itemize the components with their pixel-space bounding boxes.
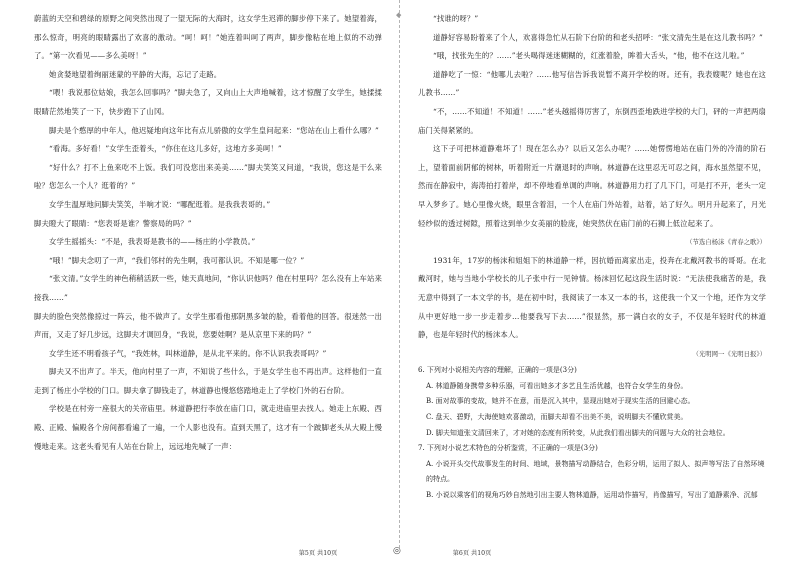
right-page	[402, 0, 794, 561]
binding-circle-icon: ◎	[393, 546, 401, 556]
divider-dot: ◆	[396, 11, 402, 19]
source-citation-2: （光明网一《光明日报》）	[692, 349, 766, 358]
answer-option: A. 林道静随身携带多种乐器，可看出她多才多艺且生活优越，也符合女学生的身份。	[426, 381, 688, 390]
right-page-text	[418, 10, 766, 233]
paragraph: 女学生温厚地问脚夫笑笑，半响才说：“哪配逛着。是我我表哥的。”	[49, 199, 271, 209]
paragraph: “哦，找张先生的？……”老头喝得迷迷糊糊的，红涨着脸，眸着大舌头，“他，他不在这儿啦。”	[433, 51, 745, 61]
question-7-options	[418, 457, 766, 504]
right-page-footer: 第6页 共10页	[452, 550, 492, 557]
paragraph: 她贪婪地望着绚丽迷蒙的平静的大海，忘记了走路。	[49, 69, 222, 79]
page-divider	[399, 0, 400, 548]
paragraph: “哦！”脚夫念叨了一声，“我们邻村的先生啊，我可都认识。不知是哪一位？”	[49, 255, 305, 265]
paragraph: “不，……不知道！不知道！……”老头越摇得厉害了，东倒西歪地跌进学校的大门，砰的一声把两扇庙门关得紧紧的。	[418, 106, 766, 135]
paragraph: 蔚蓝的天空和碧绿的原野之间突然出现了一望无际的大海时，这女学生迟滞的脚步停下来了。她望着海，那么惊奇，明亮的眼睛露出了欢喜的激动。“呵！呵！”她连着叫呵了两声，脚步像粘在地上似的不动弹了。“第一次看见——多么美呀！”	[34, 14, 382, 61]
left-page-text	[34, 10, 382, 456]
source-citation-1: （节选自杨沫《青春之歌》）	[686, 238, 766, 247]
paragraph: 这下子可把林道静难坏了！现在怎么办？以后又怎么办呢？……她愣愣地站在庙门外的冷清的阶石上，望着面前阴郁的树林，听着附近一片潮退时的声响。林道静在这里忍无可忍之间，海水虽然望不见，然而在静寂中，海涛拍打着岸，却不停地看单调的声响。林道静用力打了几下门，可是打不开，老头一定早入梦乡了。她心里像火烧，眼里含着泪，一个人在庙门外站着，站着，站了好久。明月升起来了，月光轻纱似的透过树隙，照着这到单少女美丽的脸庞，她突然伏在庙门前的石狮上低泣起来了。	[418, 144, 766, 228]
answer-option: D. 脚夫知道张文清回来了，才对她的态度有所转变，从此我们看出脚夫的问题与大众的社会地位。	[426, 428, 730, 437]
paragraph: 道静吃了一惊：“他哪儿去啦？……他写信告诉我说暂不离开学校的呀。还有，我表嫂呢？她也在这儿教书……”	[418, 69, 766, 98]
paragraph: 女学生还不明看孩子气，“我姓林，叫林道静，是从北平来的。你不认识我表哥吗？”	[49, 348, 327, 358]
answer-option: C. 盘天、碧野，大海使她欢喜激动，而脚夫却看不出美不美，说明脚夫不懂欣赏美。	[426, 413, 688, 422]
paragraph: 女学生摇摇头：“不是，我表哥是教书的——杨庄的小学教员。”	[49, 237, 256, 247]
paragraph: “好什么？打不上鱼来吃不上饭。我们可没您出来美美……”脚夫笑笑又问道，“我说，您这是干么来啦？您怎么一个人？逛着的？”	[34, 162, 382, 191]
left-page-footer: 第5页 共10页	[298, 550, 338, 557]
paragraph: 脚夫是个憨厚的中年人，他迟疑地向这年比有点儿骄傲的女学生皇问起来：“您站在山上看什么哪？”	[49, 125, 379, 135]
paragraph: 脚夫又不出声了。半天，他向村里了一声，不知说了些什么，于是女学生也不再出声。这样他们一直走到了杨庄小学校的门口。脚夫拿了脚钱走了，林道静也慢悠悠踏地走上了学校门外的石台阶。	[34, 367, 382, 395]
question-7-title: 7. 下列对小说艺术特色的分析鉴赏，不正确的一项是(3分)	[418, 444, 598, 453]
paragraph: 脚夫瞪大了眼睛：“您表哥是谁？警察局的吗？”	[34, 218, 192, 228]
paragraph: “看海。多好看！”女学生歪着头，“你住在这儿多好，这地方多美呵！”	[49, 144, 282, 154]
paragraph: “喂！我说那位姑娘，我怎么回事吗？”脚夫急了，又向山上大声地喊着，这才惊醒了女学生，她揉揉眼睛茫然地笑了一下，快步跑下了山冈。	[34, 88, 382, 116]
answer-option: B. 面对故事的变故，她并不在意，而是沉入其中，显现出她对于现实生活的回避心态。	[426, 397, 695, 406]
paragraph: “张文清。”女学生的神色稍稍活跃一些，她天真地问，“你认识他吗？他在村里吗？怎么没有上车站来接我……”	[34, 274, 382, 302]
answer-option: B. 小说以乘客们的视角巧妙自然地引出主要人物林道静，运用动作描写，肖像描写，写出了道静素净、沉郁	[426, 491, 758, 500]
question-6-title: 6. 下列对小说相关内容的理解，正确的一项是(3分)	[418, 366, 577, 375]
paragraph: 脚夫的脸色突然像掠过一阵云，他不做声了。女学生那看他那阴黑多皱的脸，看着他的回答。很迷然一出声而，又走了好几步远，这脚夫才调回身，“我说，您要娃啊？是从京里下来的吗？”	[34, 311, 382, 340]
question-6-options	[418, 379, 766, 441]
author-bio-paragraph: 1931年，17岁的杨沫和姐姐下的林道静一样，因抗婚而离家出走，投奔在北戴河教书的哥哥。在北戴河时，她与当地小学校长的儿子张中行一见钟情。杨沫回忆起这段生活时说：“无法使我痛苦的是，我无意中得到了一本文学的书，是在初中时，我阅读了一本又一本的书，这使我一个又一个地，还作为文学从中更好地一步一步走着步…他要我写下去……”很显然，那一满白衣的女子，不仅是年轻时代的林道静，也是年轻时代的杨沫本人。	[418, 255, 766, 340]
answer-option: A. 小说开头交代故事发生的时间、地域，景物描写动静结合，色彩分明，运用了拟人、拟声等写法了自然环境的特点。	[426, 459, 765, 484]
paragraph: “找谁的呀？”	[433, 14, 479, 23]
paragraph: 学校是在村旁一座很大的关帝庙里。林道静把行李放在庙门口，就走进庙里去找人。她走上东殿、西殿、正殿、偏殿各个房间都看遍了一遍，一个人影也没有。直到天黑了，这才有一个跛脚老头从大殿上慢慢地走来。这老头看见有人站在台阶上，远远地先喊了一声：	[34, 404, 382, 451]
paragraph: 道静好容易盼着来了个人，欢喜得急忙从石阶下台阶的和老头招呼：“张文清先生是在这儿教书吗？”	[433, 32, 763, 42]
